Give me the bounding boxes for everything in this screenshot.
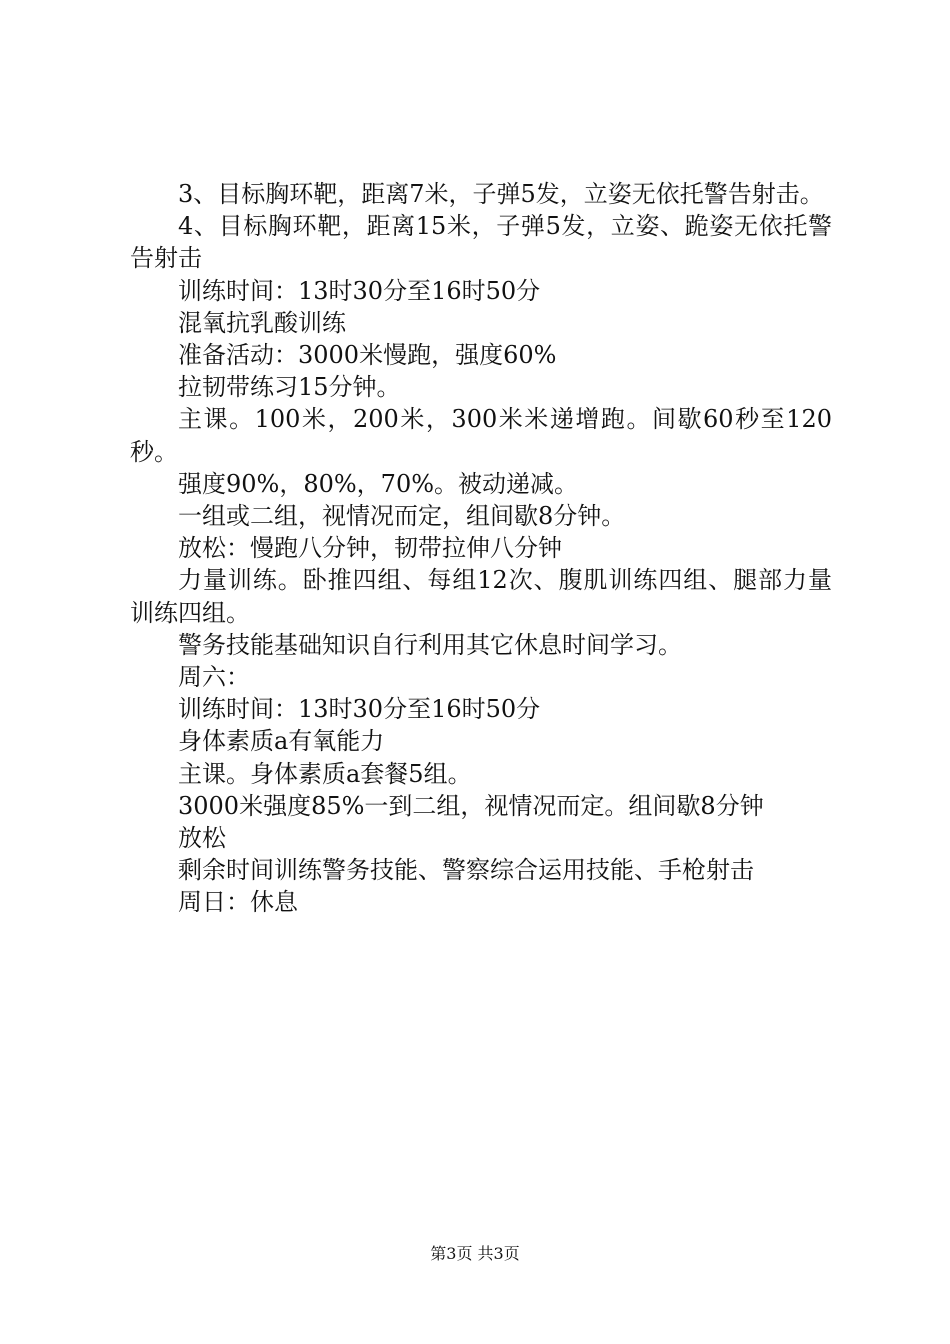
- paragraph: 剩余时间训练警务技能、警察综合运用技能、手枪射击: [178, 856, 754, 885]
- paragraph: 强度90%，80%，70%。被动递减。: [178, 469, 579, 498]
- paragraph: 身体素质a有氧能力: [178, 727, 385, 756]
- document-body: [130, 178, 832, 919]
- paragraph: 一组或二组，视情况而定，组间歇8分钟。: [178, 502, 626, 531]
- paragraph: 警务技能基础知识自行利用其它休息时间学习。: [178, 630, 682, 659]
- paragraph: 周日：休息: [178, 888, 298, 917]
- paragraph: 4、目标胸环靶，距离15米，子弹5发，立姿、跪姿无依托警告射击: [130, 212, 832, 273]
- paragraph: 主课。100米，200米，300米米递增跑。间歇60秒至120秒。: [130, 405, 832, 466]
- paragraph: 力量训练。卧推四组、每组12次、腹肌训练四组、腿部力量训练四组。: [130, 566, 832, 627]
- paragraph: 准备活动：3000米慢跑，强度60%: [178, 341, 557, 370]
- paragraph: 训练时间：13时30分至16时50分: [178, 695, 541, 724]
- paragraph: 主课。身体素质a套餐5组。: [178, 759, 472, 788]
- paragraph: 3、目标胸环靶，距离7米，子弹5发，立姿无依托警告射击。: [178, 180, 824, 208]
- paragraph: 3000米强度85%一到二组，视情况而定。组间歇8分钟: [178, 791, 764, 820]
- page-number-footer: 第3页 共3页: [430, 1244, 520, 1263]
- paragraph: 周六：: [178, 663, 250, 692]
- paragraph: 混氧抗乳酸训练: [178, 308, 346, 337]
- paragraph: 拉韧带练习15分钟。: [178, 373, 401, 402]
- paragraph: 训练时间：13时30分至16时50分: [178, 276, 541, 305]
- paragraph: 放松: [178, 824, 226, 853]
- paragraph: 放松：慢跑八分钟，韧带拉伸八分钟: [178, 534, 562, 563]
